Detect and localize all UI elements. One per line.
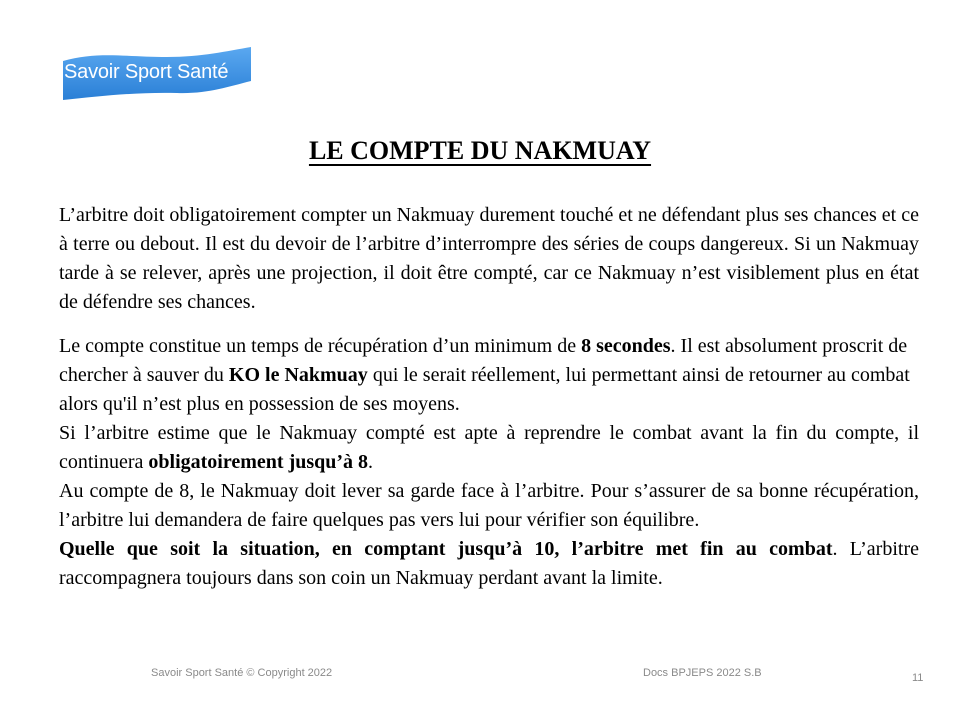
paragraph-2-bold-seconds: 8 secondes: [581, 335, 671, 357]
paragraph-3-part-a: Si l’arbitre estime que le Nakmuay compté est apte à reprendre le combat avant la fin du compte, il continuera: [59, 422, 919, 473]
savoir-sport-sante-logo: [57, 47, 251, 100]
paragraph-5-part-b: . L’arbitre raccompagnera toujours dans son coin un Nakmuay perdant avant la limite.: [59, 538, 919, 589]
paragraph-2-part-a: Le compte constitue un temps de récupération d’un minimum de: [59, 335, 582, 357]
paragraph-5: [59, 535, 919, 593]
footer-copyright: Savoir Sport Santé © Copyright 2022: [151, 667, 333, 679]
paragraph-4: Au compte de 8, le Nakmuay doit lever sa garde face à l’arbitre. Pour s’assurer de sa bonne récupération, l’arbitre lui demandera de faire quelques pas vers lui pour vérifier son équilibre.: [59, 480, 919, 531]
page-title: [0, 136, 960, 166]
page-title-text: LE COMPTE DU NAKMUAY: [308, 136, 652, 165]
paragraph-2-part-c: . Il est absolument proscrit de chercher à sauver du: [59, 335, 908, 386]
paragraph-3: [59, 419, 919, 477]
paragraph-2: [59, 332, 919, 419]
paragraph-3-bold: obligatoirement jusqu’à 8: [148, 451, 369, 473]
logo-text: Savoir Sport Santé: [64, 61, 229, 83]
paragraph-1: L’arbitre doit obligatoirement compter un Nakmuay durement touché et ne défendant plus ses chances et ce à terre ou debout. Il est du devoir de l’arbitre d’interrompre des séries de coups dangereux. Si un Nakmuay tarde à se relever, après une projection, il doit être compté, car ce Nakmuay n’est visiblement plus en état de défendre ses chances.: [59, 204, 919, 313]
paragraph-3-part-c: .: [368, 451, 374, 473]
footer-docs: Docs BPJEPS 2022 S.B: [643, 667, 762, 679]
page-number: 11: [912, 672, 924, 684]
paragraph-2-bold-ko: KO le Nakmuay: [228, 364, 368, 386]
paragraph-2-part-e: qui le serait réellement, lui permettant ainsi de retourner au combat alors qu'il n’est plus en possession de ses moyens.: [59, 364, 910, 415]
document-body: [59, 201, 919, 593]
paragraph-5-bold: Quelle que soit la situation, en comptant jusqu’à 10, l’arbitre met fin au combat: [59, 538, 833, 560]
